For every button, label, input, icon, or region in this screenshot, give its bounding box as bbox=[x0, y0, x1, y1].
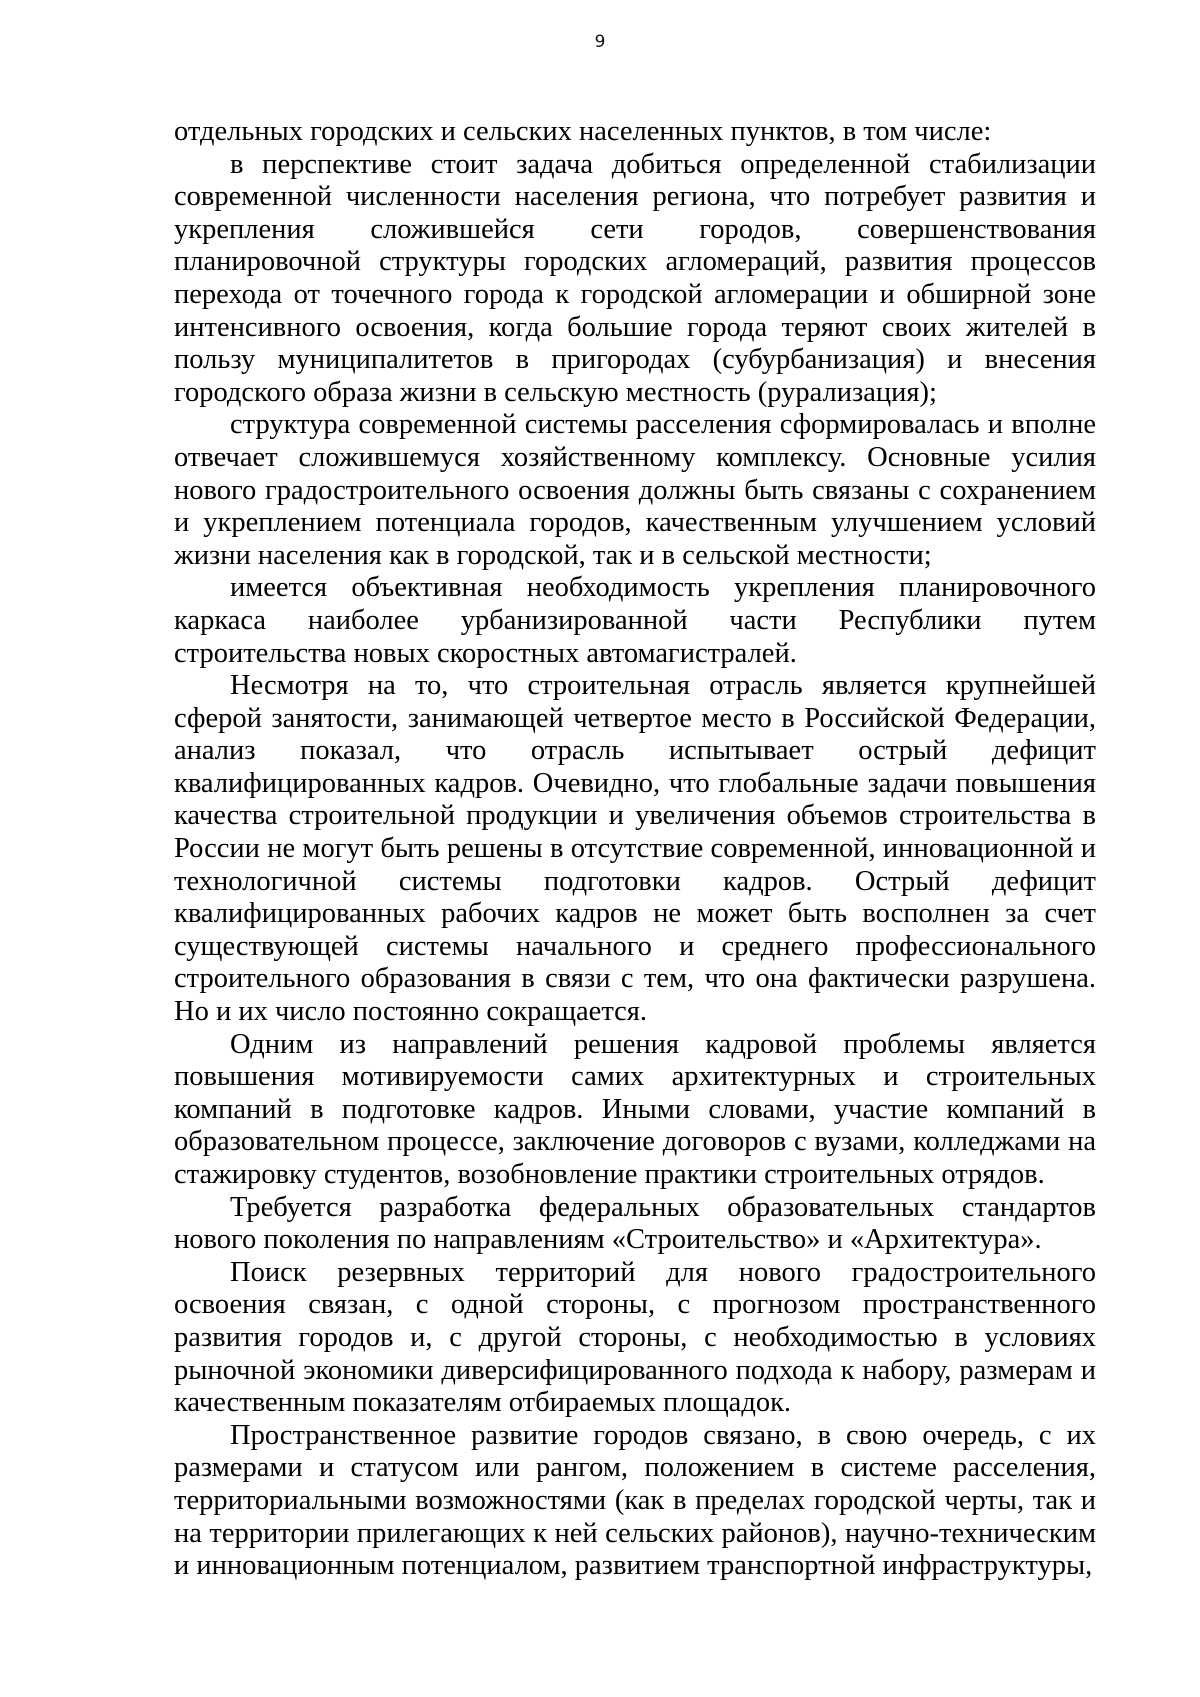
page-number: 9 bbox=[594, 32, 606, 52]
paragraph-settlement-structure: структура современной системы расселения сформировалась и вполне отвечает сложившемуся хозяйственному комплексу. Основные усилия нового градостроительного освоения должны быть связаны с сохранением и укреплением потенциала городов, качественным улучшением условий жизни населения как в городской, так и в сельской местности; bbox=[174, 409, 1096, 571]
paragraph-stabilization: в перспективе стоит задача добиться определенной стабилизации современной численности населения региона, что потребует развития и укрепления сложившейся сети городов, совершенствования планировочной структуры городских агломераций, развития процессов перехода от точечного города к городской агломерации и обширной зоне интенсивного освоения, когда большие города теряют своих жителей в пользу муниципалитетов в пригородах (субурбанизация) и внесения городского образа жизни в сельскую местность (рурализация); bbox=[174, 148, 1096, 408]
paragraph-staff-solution: Одним из направлений решения кадровой проблемы является повышения мотивируемости самих архитектурных и строительных компаний в подготовке кадров. Иными словами, участие компаний в образовательном процессе, заключение договоров с вузами, колледжами на стажировку студентов, возобновление практики строительных отрядов. bbox=[174, 1028, 1096, 1190]
paragraph-staff-shortage: Несмотря на то, что строительная отрасль является крупнейшей сферой занятости, занимающей четвертое место в Российской Федерации, анализ показал, что отрасль испытывает острый дефицит квалифицированных кадров. Очевидно, что глобальные задачи повышения качества строительной продукции и увеличения объемов строительства в России не могут быть решены в отсутствие современной, инновационной и технологичной системы подготовки кадров. Острый дефицит квалифицированных рабочих кадров не может быть восполнен за счет существующей системы начального и среднего профессионального строительного образования в связи с тем, что она фактически разрушена. Но и их число постоянно сокращается. bbox=[174, 670, 1096, 1028]
document-body bbox=[174, 116, 1096, 1583]
paragraph-reserve-territories: Поиск резервных территорий для нового градостроительного освоения связан, с одной стороны, с прогнозом пространственного развития городов и, с другой стороны, с необходимостью в условиях рыночной экономики диверсифицированного подхода к набору, размерам и качественным показателям отбираемых площадок. bbox=[174, 1256, 1096, 1419]
paragraph-spatial-development: Пространственное развитие городов связано, в свою очередь, с их размерами и статусом или рангом, положением в системе расселения, территориальными возможностями (как в пределах городской черты, так и на территории прилегающих к ней сельских районов), научно-техническим и инновационным потенциалом, развитием транспортной инфраструктуры, bbox=[174, 1419, 1096, 1582]
paragraph-planning-framework: имеется объективная необходимость укрепления планировочного каркаса наиболее урбанизированной части Республики путем строительства новых скоростных автомагистралей. bbox=[174, 572, 1096, 669]
paragraph-continuation: отдельных городских и сельских населенных пунктов, в том числе: bbox=[174, 116, 992, 147]
paragraph-education-standards: Требуется разработка федеральных образовательных стандартов нового поколения по направлениям «Строительство» и «Архитектура». bbox=[174, 1191, 1096, 1256]
